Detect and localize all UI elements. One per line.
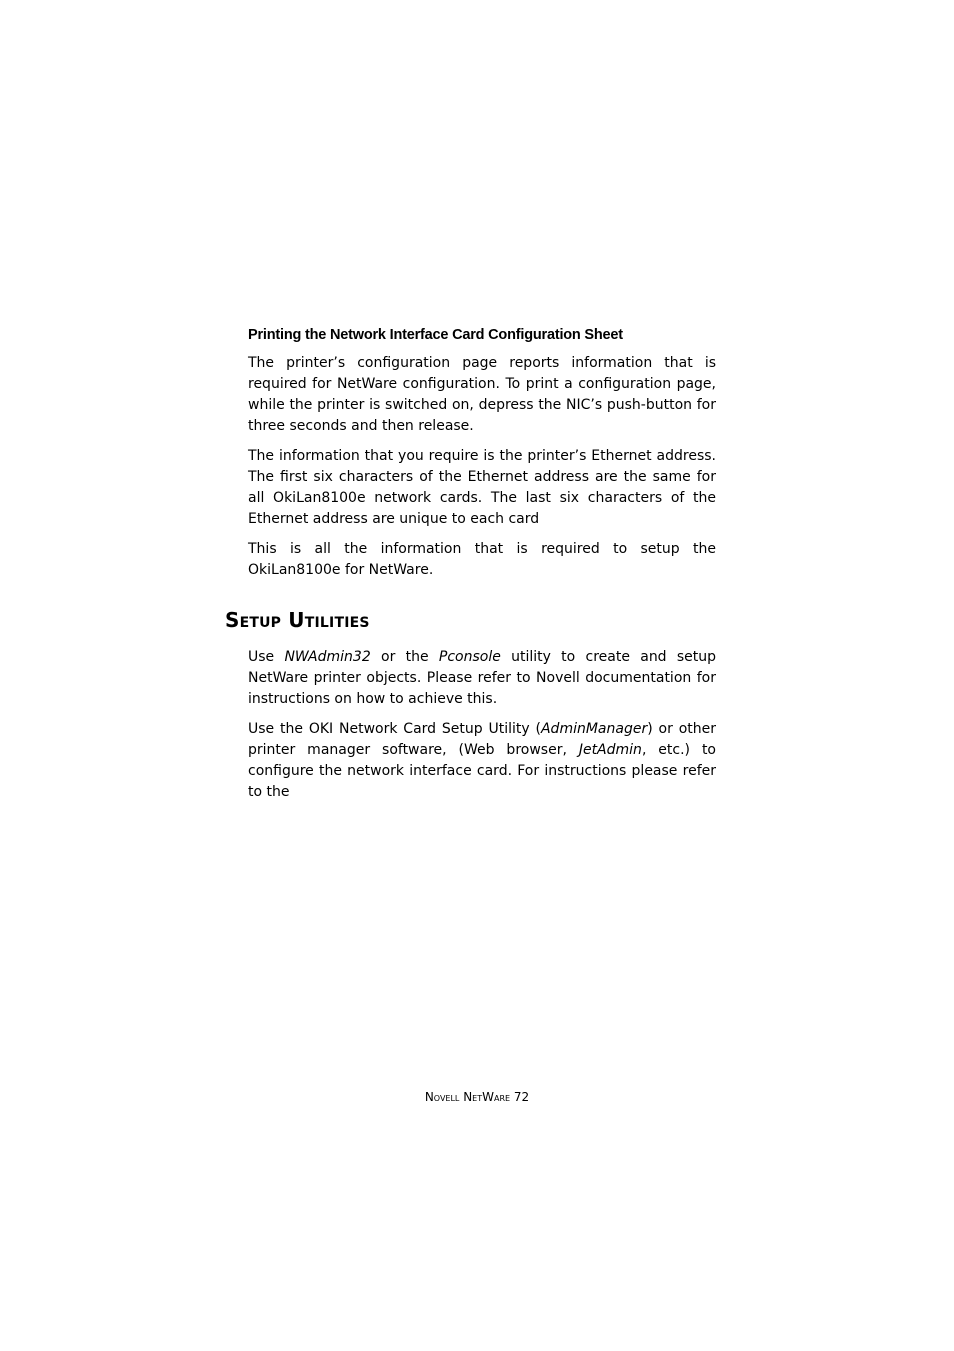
page-number: 72 <box>513 1090 530 1104</box>
text-run: Use the OKI Network Card Setup Utility ( <box>248 721 541 737</box>
text-run: or the <box>370 649 439 665</box>
text-run: Use <box>248 649 285 665</box>
text-run: utility to create and setup NetWare printer objects. Please refer to Novell documentation for instructions on how to achieve this. <box>248 649 717 707</box>
text-run: ) or other printer manager software, (Web browser, <box>248 721 716 758</box>
utility-name-nwadmin32: NWAdmin32 <box>284 649 371 665</box>
text-run: , etc.) to configure the network interface card. For instructions please refer to the <box>248 742 716 800</box>
footer-chapter: Novell NetWare <box>424 1090 511 1104</box>
subsection-heading: Printing the Network Interface Card Configuration Sheet <box>248 327 623 343</box>
section-heading: Setup Utilities <box>225 608 370 632</box>
utility-name-jetadmin: JetAdmin <box>578 742 642 758</box>
utility-name-adminmanager: AdminManager <box>540 721 648 737</box>
paragraph-setup-info: This is all the information that is required to setup the OkiLan8100e for NetWare. <box>248 541 716 578</box>
paragraph-ethernet-address: The information that you require is the printer’s Ethernet address. The first six characters of the Ethernet address are the same for all OkiLan8100e network cards. The last six characters of the Ethernet address are unique to each card <box>248 448 716 527</box>
paragraph-config-page: The printer’s configuration page reports information that is required for NetWare configuration. To print a configuration page, while the printer is switched on, depress the NIC’s push-button for three seconds and then release. <box>248 355 716 434</box>
paragraph-card-setup-utility <box>248 719 716 803</box>
page-footer <box>0 1088 954 1106</box>
utility-name-pconsole: Pconsole <box>438 649 501 665</box>
paragraph-netware-utilities <box>248 647 716 710</box>
